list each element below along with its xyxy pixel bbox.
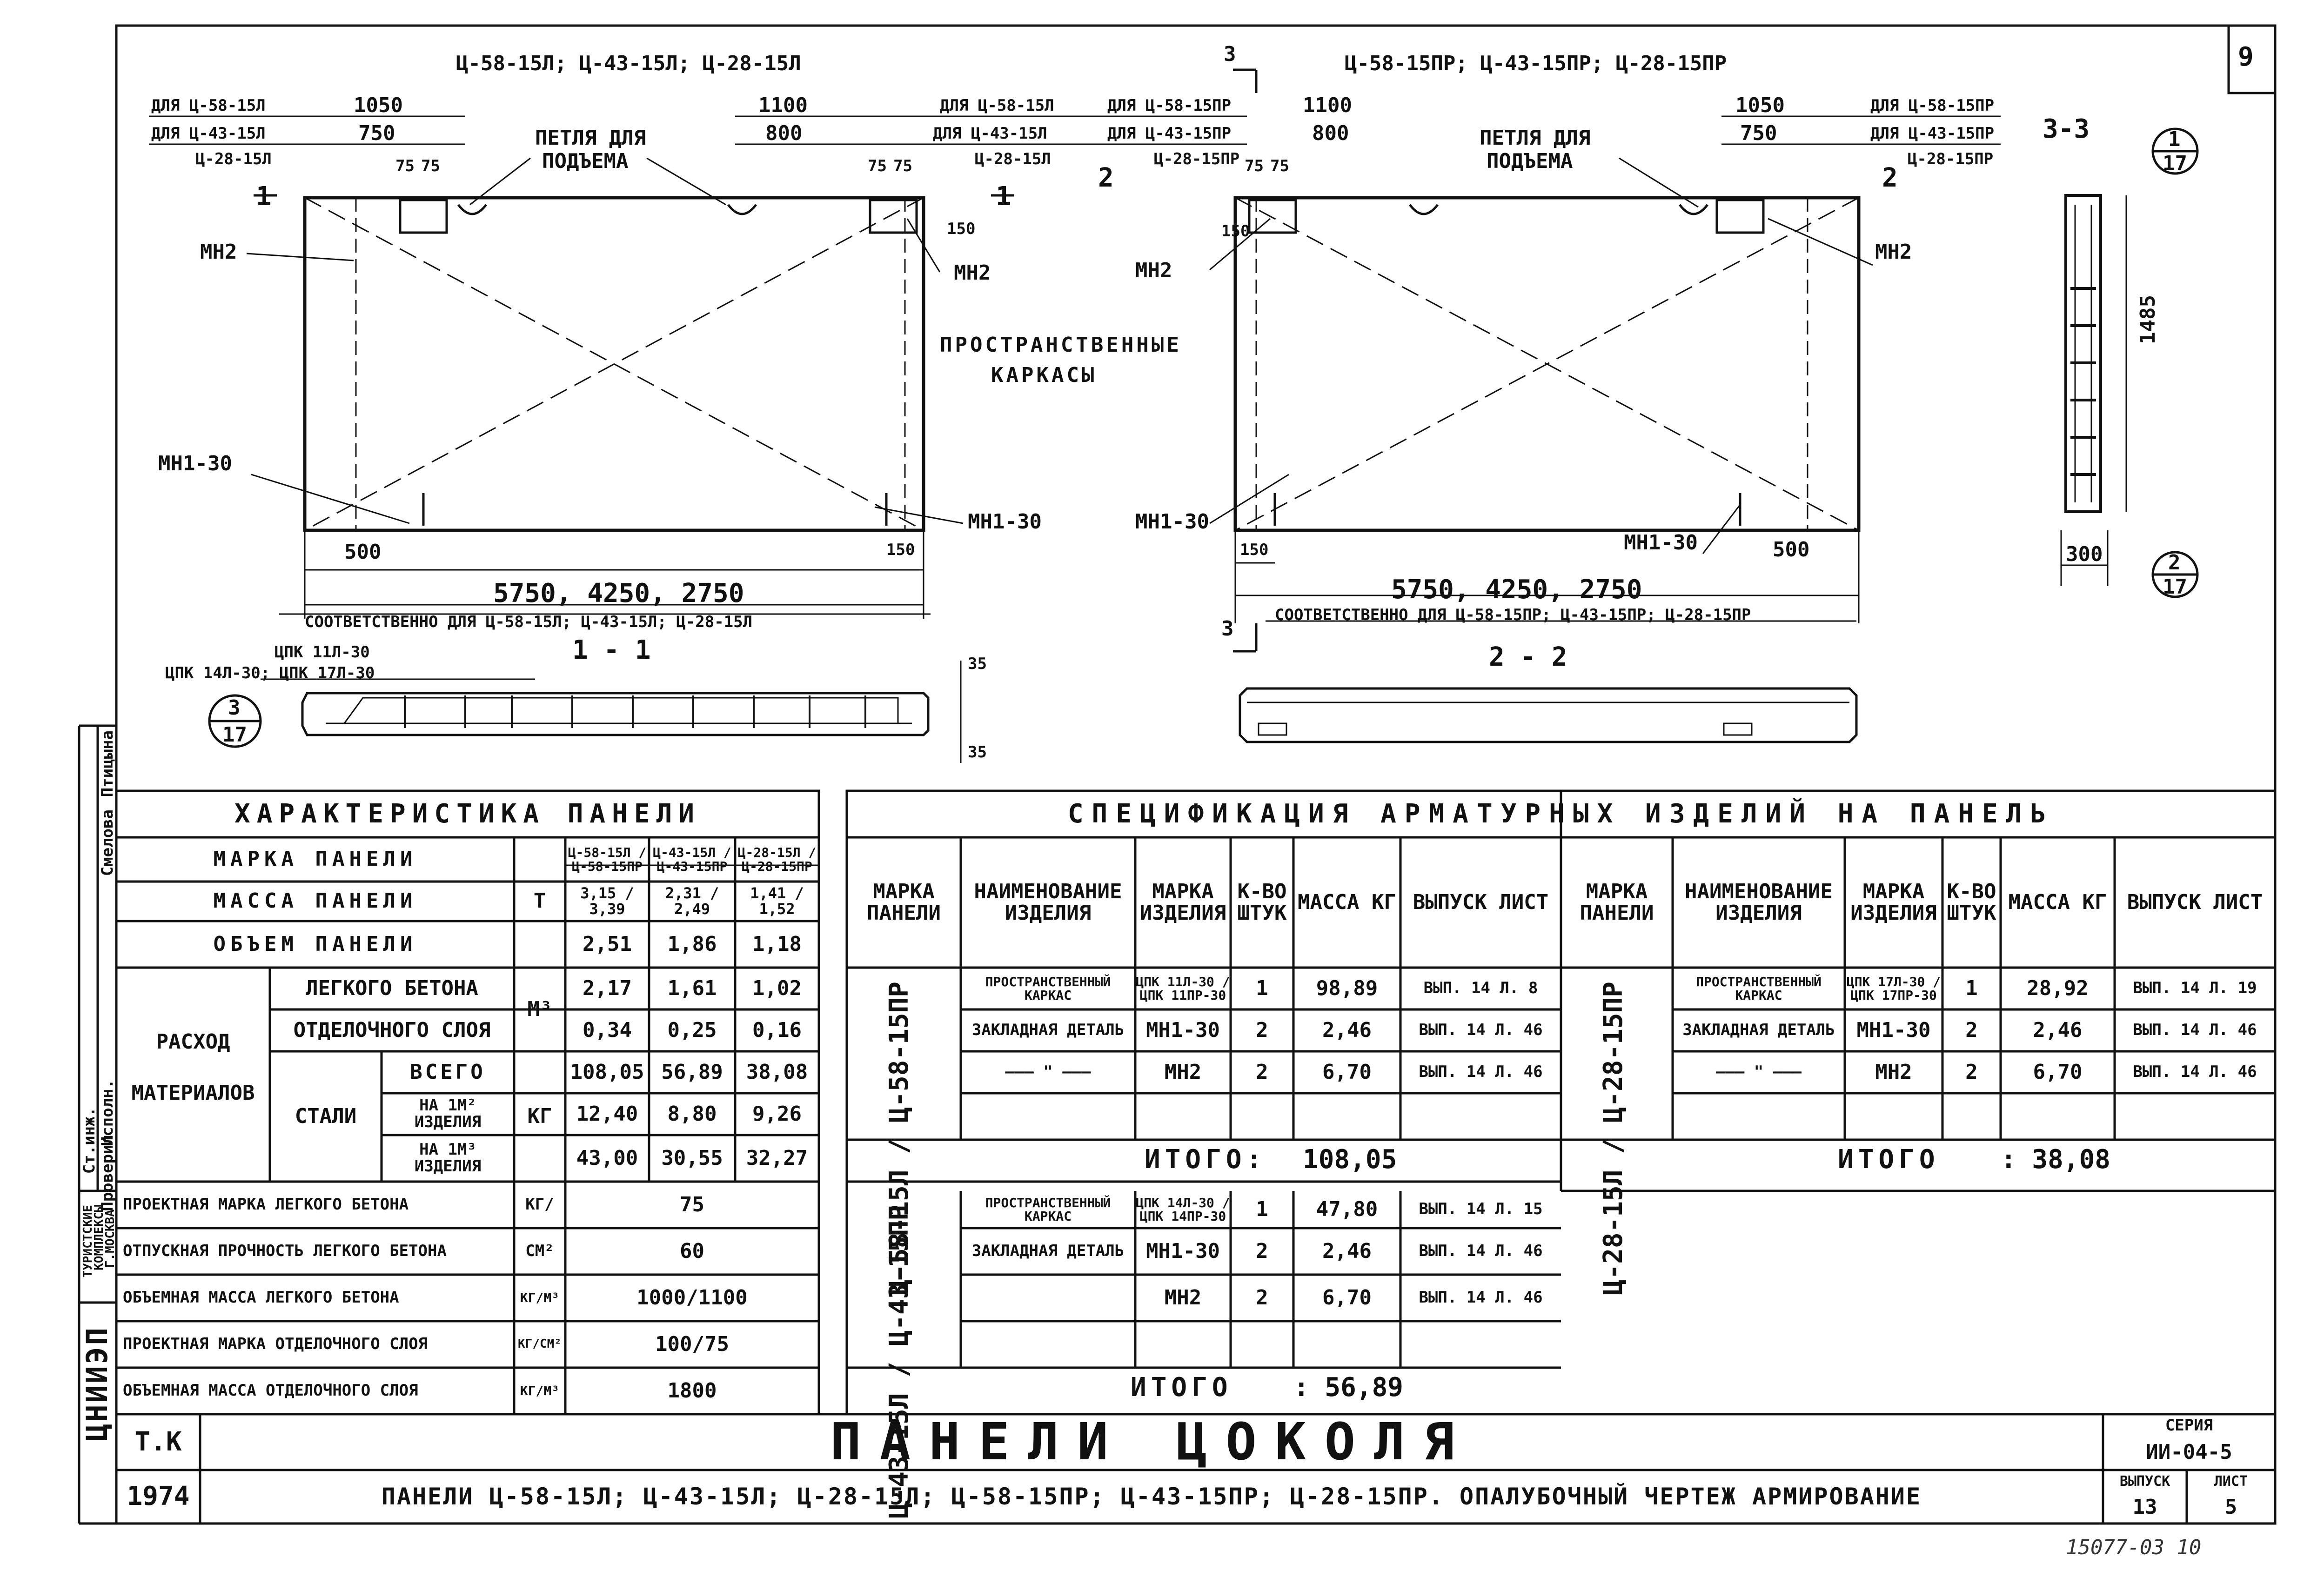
char-volume-1: 2,51 — [583, 932, 632, 956]
char-per-m3-1: 43,00 — [576, 1146, 638, 1170]
dim-75a-right: 75 — [1245, 157, 1264, 175]
left-drawing-header: Ц-58-15Л; Ц-43-15Л; Ц-28-15Л — [456, 52, 801, 75]
spec-g1-r3-ref: ВЫП. 14 Л. 46 — [1419, 1062, 1543, 1082]
spec-g1-r2-name: ЗАКЛАДНАЯ ДЕТАЛЬ — [971, 1021, 1125, 1040]
cut-1-right: 1 — [996, 181, 1011, 212]
spec-g2-r2-mass: 2,46 — [1322, 1239, 1372, 1263]
label-dla-43-right: ДЛЯ Ц-43-15ПР — [1870, 124, 1995, 143]
section-marker-bottom: 3 — [1221, 617, 1234, 641]
mn2-right-left: МН2 — [1135, 259, 1172, 282]
prop-label-1: ПРОЕКТНАЯ МАРКА ЛЕГКОГО БЕТОНА — [123, 1195, 409, 1214]
label-dla-43-left-r: ДЛЯ Ц-43-15Л — [933, 124, 1047, 143]
ref-top-num: 1 — [2168, 127, 2181, 151]
cut-1-left: 1 — [256, 181, 272, 212]
dim-150-right: 150 — [1221, 222, 1250, 241]
prop-value-5: 1800 — [667, 1378, 717, 1403]
spec-b-h-mass: МАССА КГ — [2008, 890, 2107, 914]
char-consumption-1: РАСХОД — [156, 1029, 230, 1054]
spec-g1-total-label: ИТОГО: — [1145, 1144, 1267, 1175]
dim-150b-left: 150 — [886, 541, 915, 559]
spec-a-h-ref: ВЫПУСК ЛИСТ — [1413, 890, 1549, 914]
spec-g2-r2-mark: МН1-30 — [1146, 1239, 1220, 1263]
ref-bot-den: 17 — [2163, 575, 2187, 599]
char-brand-1: Ц-58-15Л / Ц-58-15ПР — [568, 845, 647, 874]
char-per-m2-3: 9,26 — [752, 1102, 802, 1126]
spec-g3-r2-mark: МН1-30 — [1856, 1018, 1931, 1042]
spec-a-h-mark: МАРКА ИЗДЕЛИЯ — [1139, 879, 1226, 925]
spec-g2-r1-mark: ЦПК 14Л-30 / ЦПК 14ПР-30 — [1136, 1195, 1230, 1224]
mn2-left-left: МН2 — [200, 240, 237, 264]
label-28-left: Ц-28-15Л — [195, 150, 272, 168]
loop-label-2-right: ПОДЪЕМА — [1487, 149, 1573, 173]
char-light-concrete-3: 1,02 — [752, 976, 802, 1000]
title-block-year: 1974 — [127, 1481, 190, 1512]
char-mass-1: 3,15 / 3,39 — [580, 884, 634, 918]
spec-g3-r1-name: ПРОСТРАНСТВЕННЫЙ КАРКАС — [1696, 974, 1822, 1003]
spec-a-h-name: НАИМЕНОВАНИЕ ИЗДЕЛИЯ — [974, 879, 1122, 925]
dim-500-right: 500 — [1773, 538, 1810, 561]
char-kg-unit: КГ — [527, 1104, 552, 1128]
char-title: ХАРАКТЕРИСТИКА ПАНЕЛИ — [234, 798, 701, 829]
prop-unit-2: СМ² — [525, 1242, 554, 1261]
spec-g3-r3-mark: МН2 — [1875, 1060, 1912, 1084]
char-finish-1: 0,34 — [583, 1018, 632, 1042]
char-per-m3-label: НА 1М³ ИЗДЕЛИЯ — [414, 1140, 482, 1176]
char-finish-3: 0,16 — [752, 1018, 802, 1042]
spec-b-h-panel: МАРКА ПАНЕЛИ — [1580, 879, 1654, 925]
section-3-3-title: 3-3 — [2043, 114, 2090, 144]
spec-b-h-ref: ВЫПУСК ЛИСТ — [2127, 890, 2263, 914]
spec-g1-r3-name: ——— " ——— — [1005, 1062, 1091, 1082]
title-block-sheet: 5 — [2224, 1495, 2237, 1519]
label-dla-43-left: ДЛЯ Ц-43-15Л — [151, 124, 266, 143]
spec-g1-r3-qty: 2 — [1256, 1060, 1268, 1084]
char-per-m3-3: 32,27 — [746, 1146, 808, 1170]
ref-bot-num: 2 — [2168, 551, 2181, 575]
char-mass-label: МАССА ПАНЕЛИ — [213, 889, 417, 913]
spec-g2-r2-ref: ВЫП. 14 Л. 46 — [1419, 1242, 1543, 1261]
label-dla-58-right-l: ДЛЯ Ц-58-15ПР — [1107, 96, 1232, 115]
spec-g2-r3-ref: ВЫП. 14 Л. 46 — [1419, 1288, 1543, 1307]
stamp-org-1: ТУРИСТСКИЕ — [81, 1205, 95, 1278]
center-label-1: ПРОСТРАНСТВЕННЫЕ — [940, 333, 1182, 357]
spec-g2-panel: Ц-43-15Л / Ц-43-15ПР — [884, 1205, 914, 1519]
label-28-left-r: Ц-28-15Л — [975, 150, 1051, 168]
spec-g3-r1-qty: 1 — [1965, 976, 1978, 1000]
stamp-role-1: Ст.инж. — [80, 1107, 99, 1174]
char-total-1: 108,05 — [570, 1060, 644, 1084]
loop-label-2-left: ПОДЪЕМА — [542, 149, 629, 173]
spec-g3-r3-ref: ВЫП. 14 Л. 46 — [2133, 1062, 2257, 1082]
label-dla-58-left: ДЛЯ Ц-58-15Л — [151, 96, 266, 115]
prop-value-3: 1000/1100 — [636, 1285, 748, 1310]
spec-g1-r2-mass: 2,46 — [1322, 1018, 1372, 1042]
title-block-subtitle: ПАНЕЛИ Ц-58-15Л; Ц-43-15Л; Ц-28-15Л; Ц-58-15ПР; Ц-43-15ПР; Ц-28-15ПР. ОПАЛУБОЧНЫЙ ЧЕРТЕЖ АРМИРОВАНИЕ — [381, 1483, 1922, 1510]
section-2-2: 2 - 2 — [1489, 642, 1567, 672]
stamp-role-2: Исполн. — [98, 1079, 117, 1146]
dim-75d-left: 75 — [893, 157, 912, 175]
dim-75c-left: 75 — [868, 157, 887, 175]
stamp-role-3: Проверил — [98, 1135, 117, 1211]
spec-g2-r1-qty: 1 — [1256, 1197, 1268, 1221]
spec-g2-total: : 56,89 — [1293, 1372, 1404, 1403]
title-block-series-label: СЕРИЯ — [2165, 1417, 2213, 1435]
dim-750-left: 750 — [358, 121, 395, 145]
spec-g2-r2-name: ЗАКЛАДНАЯ ДЕТАЛЬ — [971, 1242, 1125, 1261]
dim-150b-right: 150 — [1240, 541, 1269, 559]
spec-g1-r3-mass: 6,70 — [1322, 1060, 1372, 1084]
spec-g3-r2-qty: 2 — [1965, 1018, 1978, 1042]
char-volume-2: 1,86 — [667, 932, 717, 956]
prop-unit-1: КГ/ — [525, 1195, 554, 1214]
stamp-org-3: Г.МОСКВА — [103, 1209, 117, 1268]
char-brand-label: МАРКА ПАНЕЛИ — [213, 847, 417, 871]
spec-b-h-mark: МАРКА ИЗДЕЛИЯ — [1850, 879, 1937, 925]
char-volume-label: ОБЪЕМ ПАНЕЛИ — [213, 932, 417, 956]
char-volume-3: 1,18 — [752, 932, 802, 956]
label-dla-58-right: ДЛЯ Ц-58-15ПР — [1870, 96, 1995, 115]
cut-2-right: 2 — [1882, 163, 1898, 193]
prop-label-5: ОБЪЕМНАЯ МАССА ОТДЕЛОЧНОГО СЛОЯ — [123, 1381, 418, 1400]
sheet-number: 9 — [2238, 42, 2254, 72]
char-per-m2-label: НА 1М² ИЗДЕЛИЯ — [414, 1096, 482, 1131]
plan-ref-num: 3 — [228, 696, 241, 720]
char-total-2: 56,89 — [661, 1060, 723, 1084]
section-1-1: 1 - 1 — [572, 635, 651, 665]
length-left: 5750, 4250, 2750 — [493, 578, 744, 608]
char-brand-2: Ц-43-15Л / Ц-43-15ПР — [653, 845, 731, 874]
spec-g1-r1-mass: 98,89 — [1316, 976, 1378, 1000]
prop-label-4: ПРОЕКТНАЯ МАРКА ОТДЕЛОЧНОГО СЛОЯ — [123, 1335, 428, 1354]
spec-g1-r1-mark: ЦПК 11Л-30 / ЦПК 11ПР-30 — [1136, 974, 1230, 1003]
spec-a-h-mass: МАССА КГ — [1298, 890, 1396, 914]
label-dla-58-left-r: ДЛЯ Ц-58-15Л — [940, 96, 1054, 115]
prop-unit-3: КГ/М³ — [520, 1290, 560, 1306]
spec-g3-r3-name: ——— " ——— — [1715, 1062, 1802, 1082]
dim-75b-right: 75 — [1270, 157, 1289, 175]
spec-b-h-qty: К-ВО ШТУК — [1947, 879, 1996, 925]
spec-g2-r3-qty: 2 — [1256, 1285, 1268, 1310]
prop-value-4: 100/75 — [655, 1332, 729, 1356]
dim-75b-left: 75 — [421, 157, 440, 175]
stamp-name-1: Птицына — [98, 730, 117, 797]
spec-g3-r3-qty: 2 — [1965, 1060, 1978, 1084]
length-right: 5750, 4250, 2750 — [1391, 575, 1642, 605]
char-total-3: 38,08 — [746, 1060, 808, 1084]
char-mass-3: 1,41 / 1,52 — [750, 884, 804, 918]
plan-label-2: ЦПК 14Л-30; ЦПК 17Л-30 — [165, 664, 375, 682]
char-consumption-2: МАТЕРИАЛОВ — [131, 1081, 255, 1105]
spec-g3-r3-mass: 6,70 — [2033, 1060, 2083, 1084]
spec-g1-r2-qty: 2 — [1256, 1018, 1268, 1042]
spec-b-h-name: НАИМЕНОВАНИЕ ИЗДЕЛИЯ — [1685, 879, 1833, 925]
label-28-right-l: Ц-28-15ПР — [1154, 150, 1240, 168]
mn1-left-right: МН1-30 — [968, 510, 1042, 534]
dim-500-left: 500 — [344, 540, 382, 564]
stamp-name-2: Смелова — [98, 809, 117, 876]
spec-g3-r1-ref: ВЫП. 14 Л. 19 — [2133, 979, 2257, 998]
length-note-left: СООТВЕТСТВЕННО ДЛЯ Ц-58-15Л; Ц-43-15Л; Ц-28-15Л — [305, 613, 753, 631]
spec-g2-r1-mass: 47,80 — [1316, 1197, 1378, 1221]
spec-g1-r1-ref: ВЫП. 14 Л. 8 — [1423, 979, 1538, 998]
title-block-issue: 13 — [2132, 1495, 2157, 1519]
prop-unit-5: КГ/М³ — [520, 1383, 560, 1399]
char-finish-label: ОТДЕЛОЧНОГО СЛОЯ — [293, 1018, 491, 1042]
char-finish-2: 0,25 — [667, 1018, 717, 1042]
label-dla-43-right-l: ДЛЯ Ц-43-15ПР — [1107, 124, 1232, 143]
char-per-m2-2: 8,80 — [667, 1102, 717, 1126]
title-block-series: ИИ-04-5 — [2146, 1440, 2232, 1464]
mn2-left-right: МН2 — [954, 261, 991, 285]
spec-g1-panel: Ц-58-15Л / Ц-58-15ПР — [884, 982, 914, 1296]
mn1-right-left: МН1-30 — [1135, 510, 1209, 534]
plan-dim-35a: 35 — [968, 655, 987, 673]
dim-1050-right: 1050 — [1735, 94, 1785, 117]
loop-label-1-left: ПЕТЛЯ ДЛЯ — [535, 126, 646, 150]
dim-150-left: 150 — [947, 220, 976, 238]
spec-g1-r1-name: ПРОСТРАНСТВЕННЫЙ КАРКАС — [985, 974, 1111, 1003]
loop-label-1-right: ПЕТЛЯ ДЛЯ — [1480, 126, 1591, 150]
spec-g1-r3-mark: МН2 — [1164, 1060, 1202, 1084]
char-mass-2: 2,31 / 2,49 — [665, 884, 719, 918]
spec-title: СПЕЦИФИКАЦИЯ АРМАТУРНЫХ ИЗДЕЛИЙ НА ПАНЕЛЬ — [1067, 798, 2055, 829]
char-light-concrete-1: 2,17 — [583, 976, 632, 1000]
spec-g3-r2-name: ЗАКЛАДНАЯ ДЕТАЛЬ — [1682, 1021, 1835, 1040]
length-note-right: СООТВЕТСТВЕННО ДЛЯ Ц-58-15ПР; Ц-43-15ПР; Ц-28-15ПР — [1275, 606, 1751, 624]
spec-g3-total: : 38,08 — [2001, 1144, 2111, 1175]
plan-ref-den: 17 — [222, 723, 247, 747]
section-33-width: 300 — [2066, 542, 2103, 566]
title-block-issue-label: ВЫПУСК — [2119, 1473, 2170, 1490]
spec-g3-r1-mass: 28,92 — [2027, 976, 2089, 1000]
spec-g2-r1-name: ПРОСТРАНСТВЕННЫЙ КАРКАС — [985, 1195, 1111, 1224]
dim-1100-left: 1100 — [758, 94, 808, 117]
dim-800-left: 800 — [765, 121, 803, 145]
char-m3-unit: М³ — [527, 997, 552, 1021]
spec-g2-r2-qty: 2 — [1256, 1239, 1268, 1263]
cut-2-left: 2 — [1098, 163, 1114, 193]
char-light-concrete-label: ЛЕГКОГО БЕТОНА — [306, 976, 478, 1000]
spec-a-h-panel: МАРКА ПАНЕЛИ — [867, 879, 941, 925]
char-per-m3-2: 30,55 — [661, 1146, 723, 1170]
char-total-label: ВСЕГО — [410, 1060, 486, 1084]
institute-logo: ЦНИИЭП — [80, 1326, 114, 1441]
spec-g1-total: 108,05 — [1303, 1144, 1397, 1175]
char-per-m2-1: 12,40 — [576, 1102, 638, 1126]
spec-g2-total-label: ИТОГО — [1131, 1372, 1232, 1403]
prop-unit-4: КГ/СМ² — [518, 1337, 562, 1351]
spec-g2-r3-mark: МН2 — [1164, 1285, 1202, 1310]
spec-g2-r1-ref: ВЫП. 14 Л. 15 — [1419, 1200, 1543, 1219]
plan-label-1: ЦПК 11Л-30 — [275, 643, 370, 662]
mn1-right-right: МН1-30 — [1624, 531, 1698, 555]
spec-g1-r1-qty: 1 — [1256, 976, 1268, 1000]
prop-label-3: ОБЪЕМНАЯ МАССА ЛЕГКОГО БЕТОНА — [123, 1288, 399, 1307]
prop-value-1: 75 — [680, 1192, 704, 1216]
spec-g2-r3-mass: 6,70 — [1322, 1285, 1372, 1310]
center-label-2: КАРКАСЫ — [991, 363, 1097, 387]
spec-g1-r2-ref: ВЫП. 14 Л. 46 — [1419, 1021, 1543, 1040]
title-block-title: ПАНЕЛИ ЦОКОЛЯ — [830, 1414, 1473, 1470]
dim-1050-left: 1050 — [354, 94, 403, 117]
spec-g3-r1-mark: ЦПК 17Л-30 / ЦПК 17ПР-30 — [1846, 974, 1941, 1003]
spec-g3-r2-ref: ВЫП. 14 Л. 46 — [2133, 1021, 2257, 1040]
prop-label-2: ОТПУСКНАЯ ПРОЧНОСТЬ ЛЕГКОГО БЕТОНА — [123, 1242, 447, 1261]
dim-750-right: 750 — [1740, 121, 1777, 145]
spec-g3-total-label: ИТОГО — [1838, 1144, 1940, 1175]
section-33-height: 1485 — [2136, 295, 2160, 344]
char-light-concrete-2: 1,61 — [667, 976, 717, 1000]
spec-a-h-qty: К-ВО ШТУК — [1237, 879, 1287, 925]
mn2-right-right: МН2 — [1875, 240, 1912, 264]
dim-800-right: 800 — [1312, 121, 1349, 145]
spec-g1-r2-mark: МН1-30 — [1146, 1018, 1220, 1042]
spec-g3-panel: Ц-28-15Л / Ц-28-15ПР — [1598, 982, 1628, 1296]
section-marker-top: 3 — [1224, 42, 1236, 66]
dim-1100-right: 1100 — [1303, 94, 1352, 117]
footer-note: 15077-03 10 — [2066, 1536, 2202, 1559]
spec-g3-r2-mass: 2,46 — [2033, 1018, 2083, 1042]
title-block-code: Т.К — [134, 1426, 182, 1457]
char-mass-unit: Т — [533, 889, 546, 913]
dim-75a-left: 75 — [395, 157, 415, 175]
title-block-sheet-label: ЛИСТ — [2214, 1473, 2248, 1490]
ref-top-den: 17 — [2163, 152, 2187, 175]
char-brand-3: Ц-28-15Л / Ц-28-15ПР — [737, 845, 817, 874]
prop-value-2: 60 — [680, 1239, 704, 1263]
stamp-org-2: КОМПЛЕКСЫ — [92, 1205, 106, 1270]
char-steel-label: СТАЛИ — [295, 1104, 357, 1128]
plan-dim-35b: 35 — [968, 743, 987, 762]
right-drawing-header: Ц-58-15ПР; Ц-43-15ПР; Ц-28-15ПР — [1345, 52, 1727, 75]
mn1-left-left: МН1-30 — [158, 452, 232, 475]
label-28-right: Ц-28-15ПР — [1908, 150, 1994, 168]
